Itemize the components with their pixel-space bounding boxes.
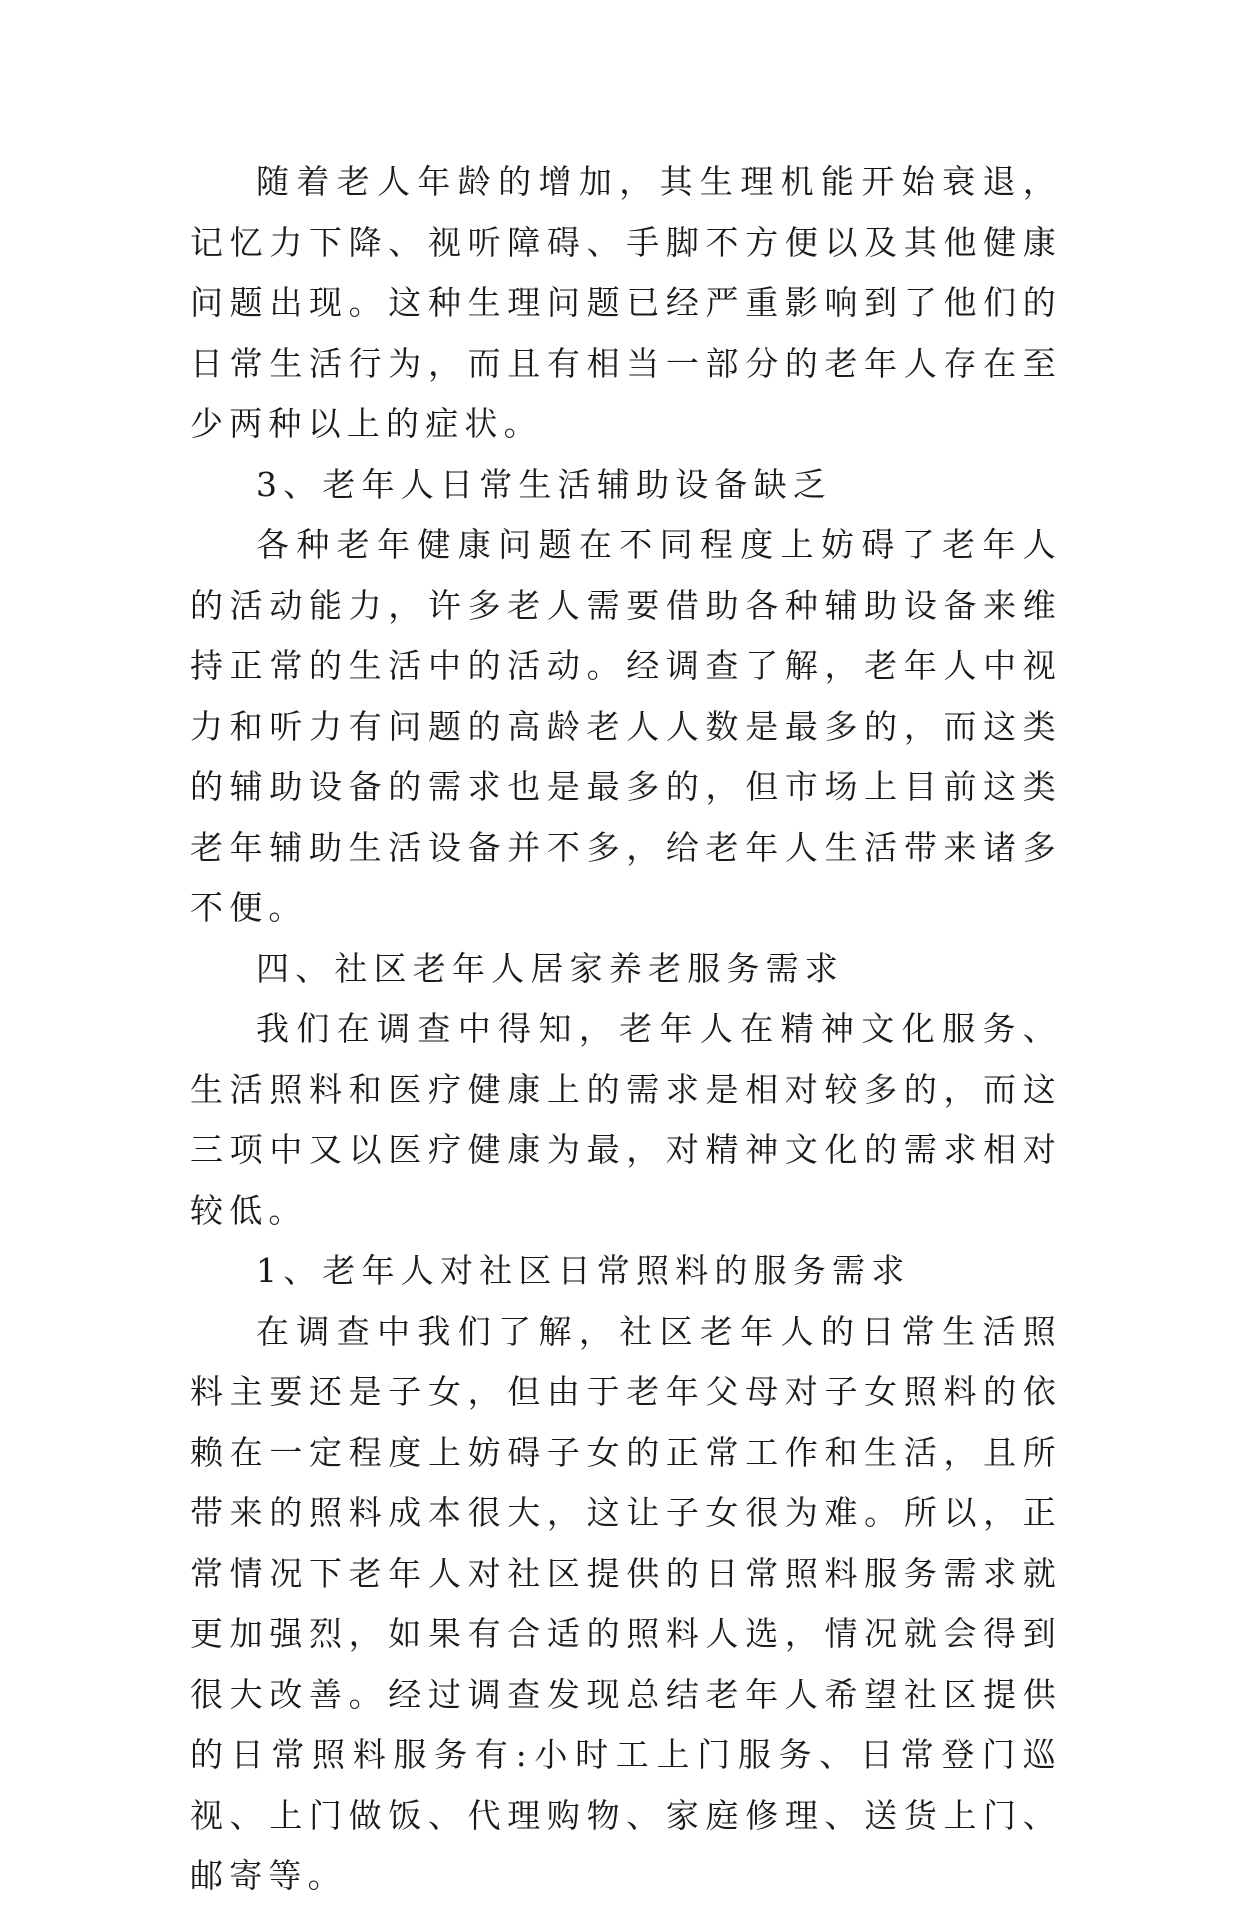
paragraph-home-care-needs: 我们在调查中得知，老年人在精神文化服务、生活照料和医疗健康上的需求是相对较多的，而这三项中又以医疗健康为最，对精神文化的需求相对较低。 bbox=[190, 1009, 1062, 1230]
paragraph-assistive-devices: 各种老年健康问题在不同程度上妨碍了老年人的活动能力，许多老人需要借助各种辅助设备来维持正常的生活中的活动。经调查了解，老年人中视力和听力有问题的高龄老人人数是最多的，而这类的辅助设备的需求也是最多的，但市场上目前这类老年辅助生活设备并不多，给老年人生活带来诸多不便。 bbox=[190, 525, 1062, 927]
section-heading-home-care-needs: 四、社区老年人居家养老服务需求 bbox=[256, 948, 844, 988]
paragraph-daily-care: 在调查中我们了解，社区老年人的日常生活照料主要还是子女，但由于老年父母对子女照料的依赖在一定程度上妨碍子女的正常工作和生活，且所带来的照料成本很大，这让子女很为难。所以，正常情况下老年人对社区提供的日常照料服务需求就更加强烈，如果有合适的照料人选，情况就会得到很大改善。经过调查发现总结老年人希望社区提供的日常照料服务有:小时工上门服务、日常登门巡视、上门做饭、代理购物、家庭修理、送货上门、邮寄等。 bbox=[190, 1311, 1062, 1895]
paragraph-physiological-decline: 随着老人年龄的增加，其生理机能开始衰退，记忆力下降、视听障碍、手脚不方便以及其他健康问题出现。这种生理问题已经严重影响到了他们的日常生活行为，而且有相当一部分的老年人存在至少两种以上的症状。 bbox=[190, 162, 1062, 443]
section-heading-assistive-devices: 3、老年人日常生活辅助设备缺乏 bbox=[256, 464, 832, 504]
section-heading-daily-care: 1、老年人对社区日常照料的服务需求 bbox=[256, 1251, 911, 1290]
document-body bbox=[190, 152, 1062, 1907]
